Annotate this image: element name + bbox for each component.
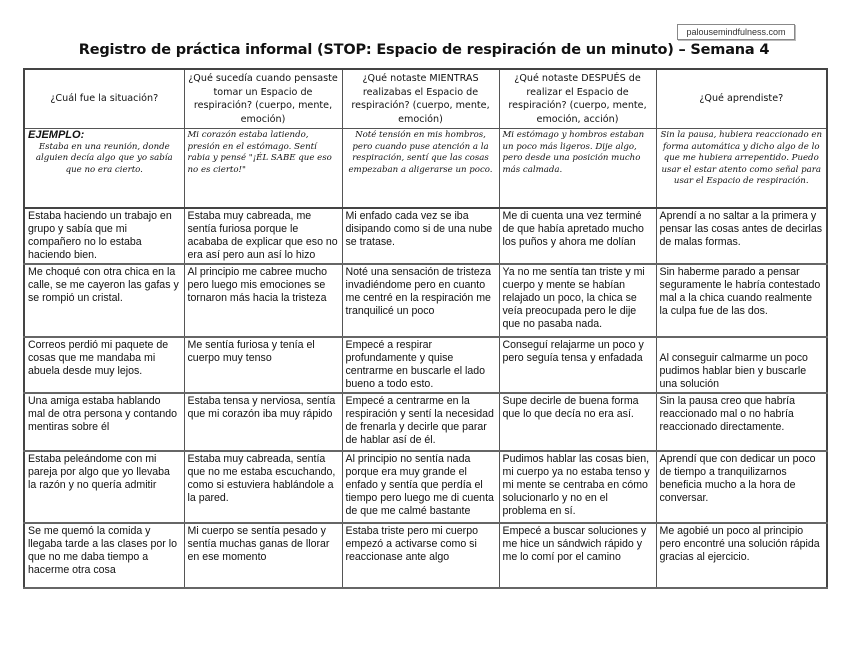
- table-row: [24, 451, 827, 523]
- cell-learned: Sin haberme parado a pensar seguramente le habría contestado mal a la chica cuando realmente la culpa fue de las dos.: [656, 264, 827, 337]
- example-after: Mi estómago y hombros estaban un poco más ligeros. Dije algo, pero desde una posición mucho más calmada.: [499, 129, 656, 209]
- page-title: Registro de práctica informal (STOP: Espacio de respiración de un minuto) – Semana 4: [78, 42, 770, 58]
- table-row: [24, 264, 827, 337]
- cell-situation: Me choqué con otra chica en la calle, se me cayeron las gafas y se rompió un cristal.: [24, 264, 184, 337]
- cell-situation: Correos perdió mi paquete de cosas que me mandaba mi abuela desde muy lejos.: [24, 337, 184, 393]
- table-row: [24, 393, 827, 451]
- cell-learned: Al conseguir calmarme un poco pudimos hablar bien y buscarle una solución: [656, 337, 827, 393]
- table-row: [24, 208, 827, 264]
- table-row: [24, 337, 827, 393]
- example-before: Mi corazón estaba latiendo, presión en el estómago. Sentí rabia y pensé "¡ÉL SABE que eso no es cierto!": [184, 129, 342, 209]
- cell-after: Empecé a buscar soluciones y me hice un sándwich rápido y me lo comí por el camino: [499, 523, 656, 588]
- header-after: ¿Qué notaste DESPUÉS de realizar el Espacio de respiración? (cuerpo, mente, emoción, acción): [499, 69, 656, 129]
- example-situation-cell: [24, 129, 184, 209]
- cell-after: Conseguí relajarme un poco y pero seguía tensa y enfadada: [499, 337, 656, 393]
- header-before: ¿Qué sucedía cuando pensaste tomar un Espacio de respiración? (cuerpo, mente, emoción): [184, 69, 342, 129]
- cell-during: Empecé a respirar profundamente y quise centrarme en buscarle el lado bueno a todo esto.: [342, 337, 499, 393]
- cell-before: Estaba muy cabreada, me sentía furiosa porque le acababa de explicar que eso no era así pero aun así lo hizo: [184, 208, 342, 264]
- cell-before: Mi cuerpo se sentía pesado y sentía muchas ganas de llorar en ese momento: [184, 523, 342, 588]
- example-during: Noté tensión en mis hombros, pero cuando puse atención a la respiración, sentí que las cosas empezaban a aligerarse un poco.: [342, 129, 499, 209]
- example-label: EJEMPLO:: [28, 129, 85, 141]
- cell-during: Noté una sensación de tristeza invadiéndome pero en cuanto me centré en la respiración me tranquilicé un poco: [342, 264, 499, 337]
- cell-after: Pudimos hablar las cosas bien, mi cuerpo ya no estaba tenso y mi mente se centraba en cómo solucionarlo y no en el problema en sí.: [499, 451, 656, 523]
- cell-after: Me di cuenta una vez terminé de que había apretado mucho los puños y ahora me dolían: [499, 208, 656, 264]
- cell-during: Mi enfado cada vez se iba disipando como si de una nube se tratase.: [342, 208, 499, 264]
- cell-before: Me sentía furiosa y tenía el cuerpo muy tenso: [184, 337, 342, 393]
- example-row: [24, 129, 827, 209]
- header-learned: ¿Qué aprendiste?: [656, 69, 827, 129]
- cell-situation: Estaba peleándome con mi pareja por algo que yo llevaba la razón y no quería admitir: [24, 451, 184, 523]
- cell-before: Al principio me cabree mucho pero luego mis emociones se tornaron más hacia la tristeza: [184, 264, 342, 337]
- cell-situation: Una amiga estaba hablando mal de otra persona y contando mentiras sobre él: [24, 393, 184, 451]
- cell-situation: Se me quemó la comida y llegaba tarde a las clases por lo que no me daba tiempo a hacerme otra cosa: [24, 523, 184, 588]
- cell-situation: Estaba haciendo un trabajo en grupo y sabía que mi compañero no lo estaba haciendo bien.: [24, 208, 184, 264]
- cell-learned: Sin la pausa creo que habría reaccionado mal o no habría reaccionado directamente.: [656, 393, 827, 451]
- cell-learned: Aprendí a no saltar a la primera y pensar las cosas antes de decirlas de malas formas.: [656, 208, 827, 264]
- header-situation: ¿Cuál fue la situación?: [24, 69, 184, 129]
- cell-during: Empecé a centrarme en la respiración y sentí la necesidad de frenarla y decirle que parar de hablar así de él.: [342, 393, 499, 451]
- cell-during: Estaba triste pero mi cuerpo empezó a activarse como si reaccionase ante algo: [342, 523, 499, 588]
- cell-after: Supe decirle de buena forma que lo que decía no era así.: [499, 393, 656, 451]
- header-during: ¿Qué notaste MIENTRAS realizabas el Espacio de respiración? (cuerpo, mente, emoción): [342, 69, 499, 129]
- example-situation: Estaba en una reunión, donde alguien decía algo que yo sabía que no era cierto.: [35, 141, 173, 175]
- website-label: palousemindfulness.com: [677, 24, 795, 40]
- cell-after: Ya no me sentía tan triste y mi cuerpo y mente se habían relajado un poco, la chica se veía preocupada pero le dije que no pasaba nada.: [499, 264, 656, 337]
- cell-learned: Me agobié un poco al principio pero encontré una solución rápida gracias al ejercicio.: [656, 523, 827, 588]
- header-row: [24, 69, 827, 129]
- cell-before: Estaba muy cabreada, sentía que no me estaba escuchando, como si estuviera hablándole a la pared.: [184, 451, 342, 523]
- cell-before: Estaba tensa y nerviosa, sentía que mi corazón iba muy rápido: [184, 393, 342, 451]
- practice-log-table: [23, 68, 828, 589]
- table-row: [24, 523, 827, 588]
- cell-learned: Aprendí que con dedicar un poco de tiempo a tranquilizarnos beneficia mucho a la hora de conversar.: [656, 451, 827, 523]
- cell-during: Al principio no sentía nada porque era muy grande el enfado y sentía que perdía el tiempo pero luego me di cuenta de que me calmé bastante: [342, 451, 499, 523]
- example-learned: Sin la pausa, hubiera reaccionado en forma automática y dicho algo de lo que me hubiera arrepentido. Puedo usar el estar atento como señal para usar el Espacio de respiración.: [656, 129, 827, 209]
